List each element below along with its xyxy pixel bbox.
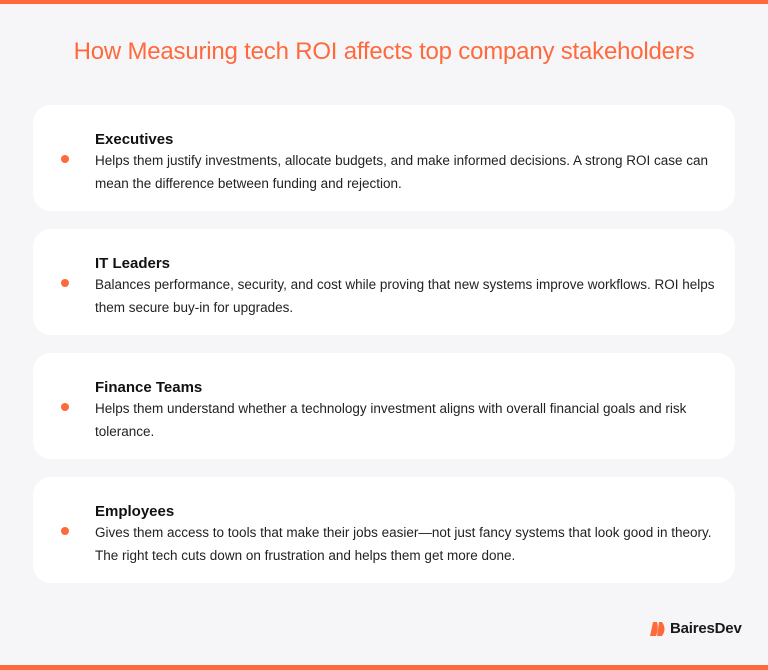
card-text: Helps them understand whether a technology investment aligns with overall financial goals and risk tolerance. [95,401,687,439]
card-heading: Employees [95,503,175,520]
bairesdev-logo-icon [650,622,666,636]
bullet-icon [61,527,69,535]
bullet-icon [61,279,69,287]
stakeholder-card-employees [33,477,735,583]
card-text: Helps them justify investments, allocate budgets, and make informed decisions. A strong ROI case can mean the difference between funding and rejection. [95,153,709,191]
stakeholder-card-finance-teams [33,353,735,459]
brand-name: BairesDev [670,620,742,637]
card-heading: Finance Teams [95,379,203,396]
top-accent-bar [0,0,768,4]
card-text: Balances performance, security, and cost while proving that new systems improve workflows. ROI helps them secure buy-in for upgrades. [95,277,715,315]
stakeholder-card-it-leaders [33,229,735,335]
card-heading: Executives [95,131,174,148]
brand-logo [650,620,742,637]
bottom-accent-bar [0,665,768,670]
page-title: How Measuring tech ROI affects top company stakeholders [73,38,695,65]
bullet-icon [61,155,69,163]
card-text: Gives them access to tools that make their jobs easier—not just fancy systems that look good in theory. The right tech cuts down on frustration and helps them get more done. [95,525,712,563]
bullet-icon [61,403,69,411]
stakeholder-card-executives [33,105,735,211]
card-heading: IT Leaders [95,255,171,272]
